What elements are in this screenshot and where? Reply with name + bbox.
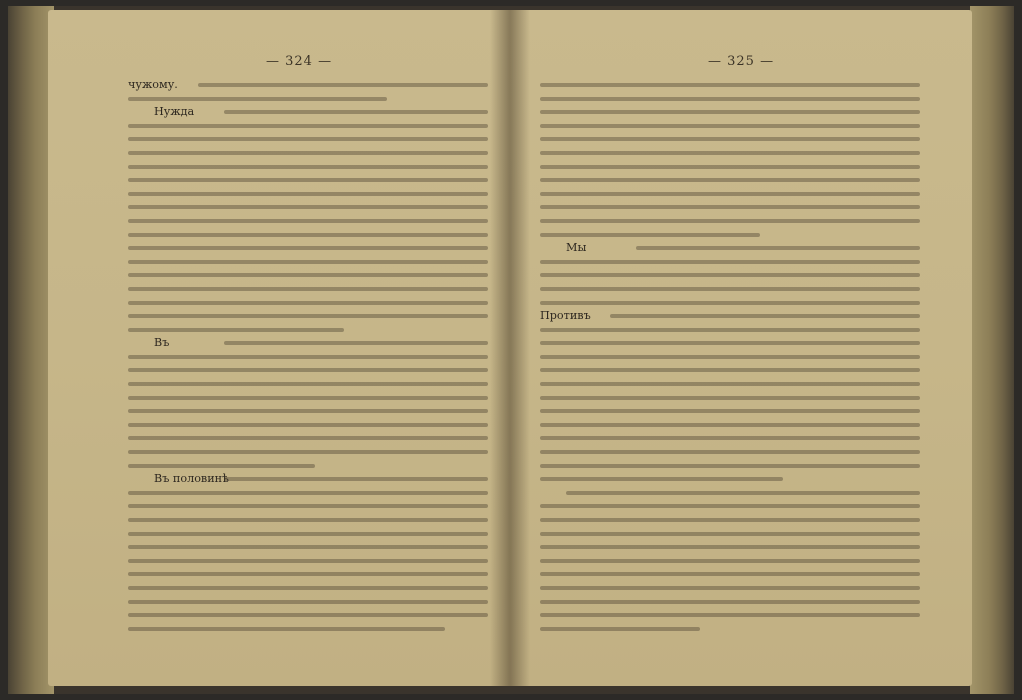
text-line [540, 554, 920, 568]
text-line-placeholder [540, 382, 920, 386]
text-line-placeholder [128, 246, 488, 250]
text-line-placeholder [128, 504, 488, 508]
text-line-placeholder [128, 586, 488, 590]
text-line-placeholder [540, 110, 920, 114]
text-line [128, 540, 488, 554]
text-line-placeholder [610, 314, 920, 318]
text-line-placeholder [540, 165, 920, 169]
lead-phrase: Въ половинѣ [154, 472, 229, 486]
text-line-placeholder [128, 287, 488, 291]
text-line-placeholder [540, 464, 920, 468]
left-page-number: — 324 — [266, 54, 333, 69]
text-line-placeholder [128, 328, 344, 332]
text-line [128, 350, 488, 364]
text-line [128, 228, 488, 242]
text-line-placeholder [540, 205, 920, 209]
text-line [128, 187, 488, 201]
text-line-placeholder [540, 151, 920, 155]
text-line [128, 608, 488, 622]
text-line [128, 418, 488, 432]
text-line [128, 486, 488, 500]
text-line [540, 608, 920, 622]
text-line-placeholder [128, 423, 488, 427]
text-line-placeholder [224, 477, 488, 481]
text-line-placeholder [128, 178, 488, 182]
text-line-placeholder [540, 192, 920, 196]
text-line-placeholder [540, 627, 700, 631]
text-line [540, 567, 920, 581]
text-line [540, 92, 920, 106]
text-line-placeholder [540, 450, 920, 454]
text-line [128, 119, 488, 133]
text-line-placeholder [128, 627, 445, 631]
text-line [128, 105, 488, 119]
text-line-placeholder [540, 233, 760, 237]
text-line-placeholder [540, 368, 920, 372]
text-line [540, 581, 920, 595]
text-line-placeholder [540, 219, 920, 223]
text-line [540, 323, 920, 337]
text-line-placeholder [128, 613, 488, 617]
text-line [540, 540, 920, 554]
text-line [128, 282, 488, 296]
text-line [128, 581, 488, 595]
text-line [128, 527, 488, 541]
text-line-placeholder [540, 273, 920, 277]
text-line [128, 92, 488, 106]
text-line [540, 173, 920, 187]
text-line [540, 445, 920, 459]
text-line [128, 554, 488, 568]
text-line [128, 459, 488, 473]
text-line-placeholder [128, 219, 488, 223]
text-line-placeholder [128, 396, 488, 400]
text-line-placeholder [540, 504, 920, 508]
text-line [540, 132, 920, 146]
text-line-placeholder [128, 450, 488, 454]
text-line-placeholder [540, 600, 920, 604]
text-line-placeholder [128, 273, 488, 277]
text-line-placeholder [128, 260, 488, 264]
text-line [128, 431, 488, 445]
lead-phrase: Мы [566, 241, 587, 255]
right-cover-edge [970, 6, 1014, 694]
text-line [128, 309, 488, 323]
text-line [540, 214, 920, 228]
text-line [540, 363, 920, 377]
right-page-number: — 325 — [708, 54, 775, 69]
text-line [540, 391, 920, 405]
text-line-placeholder [540, 355, 920, 359]
text-line-placeholder [540, 341, 920, 345]
book [8, 6, 1014, 694]
text-line [540, 513, 920, 527]
text-line [128, 567, 488, 581]
text-line [540, 472, 920, 486]
text-line-placeholder [540, 409, 920, 413]
text-line [128, 255, 488, 269]
lead-phrase: Въ [154, 336, 170, 350]
text-line-placeholder [224, 341, 488, 345]
text-line [540, 309, 920, 323]
text-line-placeholder [198, 83, 488, 87]
text-line [540, 241, 920, 255]
text-line-placeholder [540, 518, 920, 522]
text-line-placeholder [128, 491, 488, 495]
text-line [128, 513, 488, 527]
lead-phrase: чужому. [128, 78, 178, 91]
text-line-placeholder [128, 436, 488, 440]
text-line-placeholder [540, 532, 920, 536]
text-line-placeholder [540, 572, 920, 576]
text-line [540, 431, 920, 445]
text-line-placeholder [540, 178, 920, 182]
text-line [540, 486, 920, 500]
text-line-placeholder [128, 532, 488, 536]
text-line [128, 336, 488, 350]
text-line [540, 350, 920, 364]
text-line-placeholder [540, 83, 920, 87]
text-line-placeholder [128, 545, 488, 549]
text-line [128, 445, 488, 459]
text-line-placeholder [540, 328, 920, 332]
left-text-block [128, 78, 488, 635]
text-line [540, 187, 920, 201]
text-line-placeholder [540, 559, 920, 563]
text-line-placeholder [128, 151, 488, 155]
text-line-placeholder [540, 396, 920, 400]
text-line-placeholder [636, 246, 920, 250]
text-line-placeholder [540, 423, 920, 427]
text-line-placeholder [128, 192, 488, 196]
text-line [128, 214, 488, 228]
text-line-placeholder [566, 491, 920, 495]
text-line [540, 268, 920, 282]
text-line-placeholder [540, 436, 920, 440]
text-line [540, 459, 920, 473]
text-line [540, 119, 920, 133]
text-line-placeholder [128, 600, 488, 604]
text-line [540, 296, 920, 310]
text-line [540, 160, 920, 174]
lead-phrase: Противъ [540, 309, 591, 323]
text-line [540, 377, 920, 391]
text-line-placeholder [128, 368, 488, 372]
text-line [128, 595, 488, 609]
text-line-placeholder [540, 613, 920, 617]
text-line-placeholder [128, 205, 488, 209]
text-line-placeholder [128, 165, 488, 169]
text-line-placeholder [540, 260, 920, 264]
text-line-placeholder [540, 477, 783, 481]
text-line [128, 241, 488, 255]
text-line-placeholder [128, 409, 488, 413]
text-line [540, 418, 920, 432]
text-line [540, 499, 920, 513]
text-line-placeholder [128, 301, 488, 305]
text-line-placeholder [128, 518, 488, 522]
text-line [540, 78, 920, 92]
text-line [540, 527, 920, 541]
text-line [128, 363, 488, 377]
text-line [128, 132, 488, 146]
text-line-placeholder [128, 572, 488, 576]
text-line [128, 377, 488, 391]
text-line [540, 404, 920, 418]
text-line [128, 323, 488, 337]
text-line [128, 472, 488, 486]
text-line [540, 146, 920, 160]
text-line [128, 391, 488, 405]
text-line [540, 336, 920, 350]
text-line [128, 499, 488, 513]
right-page [510, 10, 972, 686]
text-line-placeholder [128, 137, 488, 141]
text-line [128, 296, 488, 310]
text-line [128, 78, 488, 92]
text-line-placeholder [540, 124, 920, 128]
text-line-placeholder [540, 287, 920, 291]
text-line [128, 160, 488, 174]
text-line [540, 622, 920, 636]
text-line-placeholder [128, 464, 315, 468]
text-line-placeholder [128, 233, 488, 237]
text-line [540, 105, 920, 119]
text-line-placeholder [128, 124, 488, 128]
text-line-placeholder [540, 301, 920, 305]
text-line [540, 200, 920, 214]
text-line-placeholder [128, 559, 488, 563]
text-line-placeholder [128, 355, 488, 359]
text-line-placeholder [128, 382, 488, 386]
text-line-placeholder [540, 137, 920, 141]
text-line-placeholder [128, 314, 488, 318]
text-line [128, 146, 488, 160]
lead-phrase: Нужда [154, 105, 195, 119]
text-line-placeholder [540, 545, 920, 549]
text-line [128, 200, 488, 214]
right-text-block [540, 78, 920, 635]
text-line [540, 228, 920, 242]
text-line [128, 173, 488, 187]
text-line-placeholder [224, 110, 488, 114]
text-line-placeholder [540, 586, 920, 590]
text-line [128, 404, 488, 418]
text-line [540, 255, 920, 269]
text-line [128, 268, 488, 282]
text-line [540, 595, 920, 609]
text-line-placeholder [128, 97, 387, 101]
text-line [128, 622, 488, 636]
text-line-placeholder [540, 97, 920, 101]
text-line [540, 282, 920, 296]
left-page [48, 10, 510, 686]
